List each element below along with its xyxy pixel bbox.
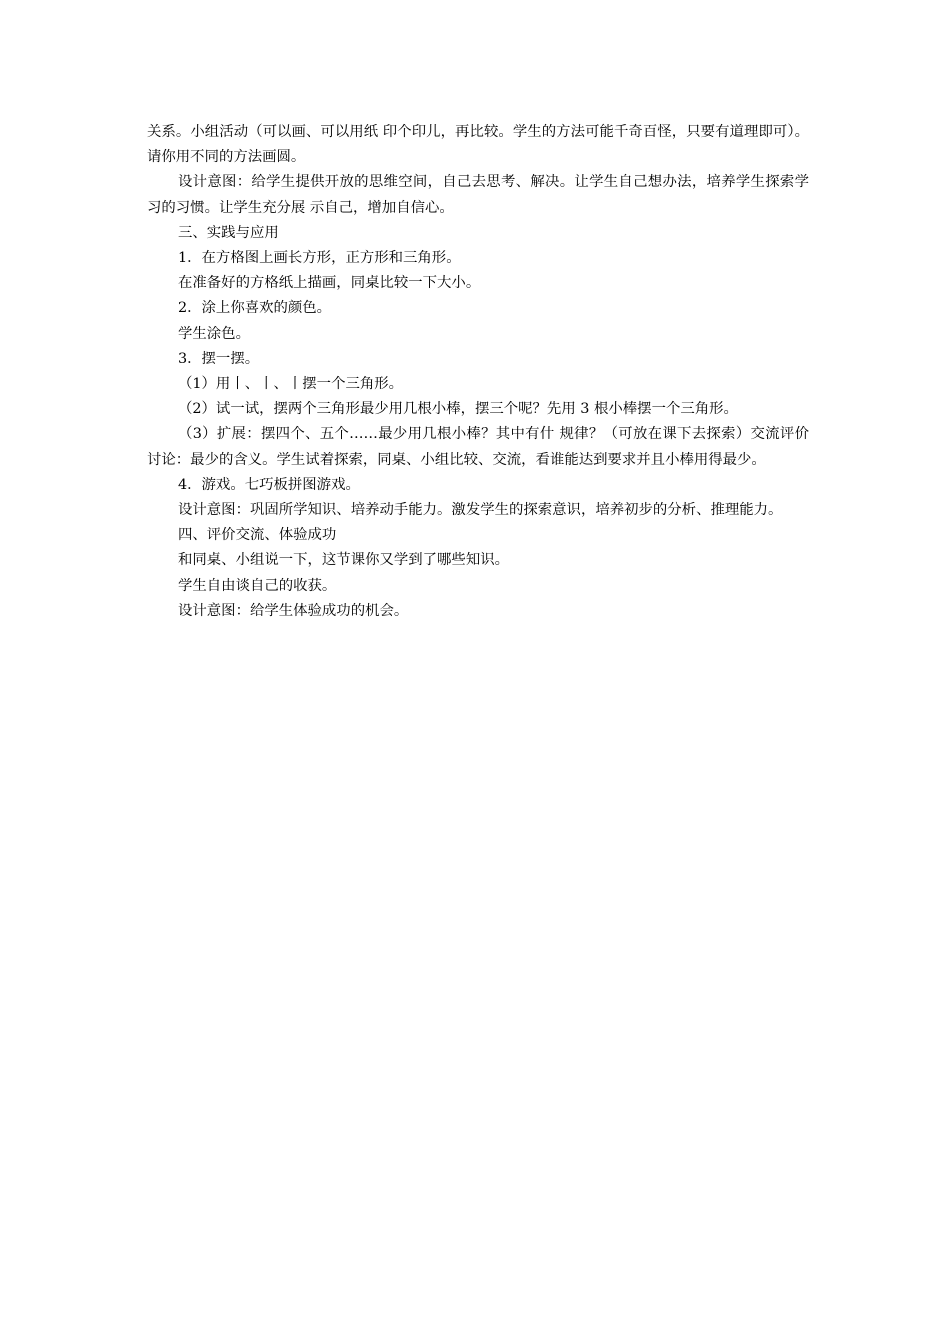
paragraph-discussion: 和同桌、小组说一下，这节课你又学到了哪些知识。 xyxy=(178,552,509,569)
paragraph-item-2-detail: 学生涂色。 xyxy=(178,325,250,342)
paragraph-continuation: 关系。小组活动（可以画、可以用纸 印个印儿，再比较。学生的方法可能千奇百怪，只要有道理即可）。请你用不同的方法画圆。 xyxy=(147,124,809,166)
paragraph-item-1-detail: 在准备好的方格纸上描画，同桌比较一下大小。 xyxy=(178,275,481,292)
paragraph-design-intent-2: 设计意图：巩固所学知识、培养动手能力。激发学生的探索意识，培养初步的分析、推理能力。 xyxy=(178,502,783,519)
paragraph-item-3-sub-1: （1）用丨、丨、丨摆一个三角形。 xyxy=(178,376,404,393)
paragraph-design-intent-3: 设计意图：给学生体验成功的机会。 xyxy=(178,602,409,619)
paragraph-design-intent-1: 设计意图：给学生提供开放的思维空间，自己去思考、解决。让学生自己想办法，培养学生探索学习的习惯。让学生充分展 示自己，增加自信心。 xyxy=(147,174,809,216)
document-body xyxy=(147,120,809,624)
section-heading-practice: 三、实践与应用 xyxy=(178,224,279,241)
paragraph-item-3: 3．摆一摆。 xyxy=(178,350,260,367)
paragraph-item-1: 1．在方格图上画长方形，正方形和三角形。 xyxy=(178,250,461,267)
paragraph-item-3-sub-3: （3）扩展：摆四个、五个……最少用几根小棒？其中有什 规律？（可放在课下去探索）交流评价讨论：最少的含义。学生试着探索，同桌、小组比较、交流，看谁能达到要求并且小棒用得最少。 xyxy=(147,426,809,468)
paragraph-item-4: 4．游戏。七巧板拼图游戏。 xyxy=(178,476,360,493)
paragraph-item-3-sub-2: （2）试一试，摆两个三角形最少用几根小棒，摆三个呢？先用 3 根小棒摆一个三角形。 xyxy=(178,401,738,418)
paragraph-item-2: 2．涂上你喜欢的颜色。 xyxy=(178,300,332,317)
section-heading-evaluation: 四、评价交流、体验成功 xyxy=(178,527,337,544)
paragraph-student-reflection: 学生自由谈自己的收获。 xyxy=(178,577,337,594)
